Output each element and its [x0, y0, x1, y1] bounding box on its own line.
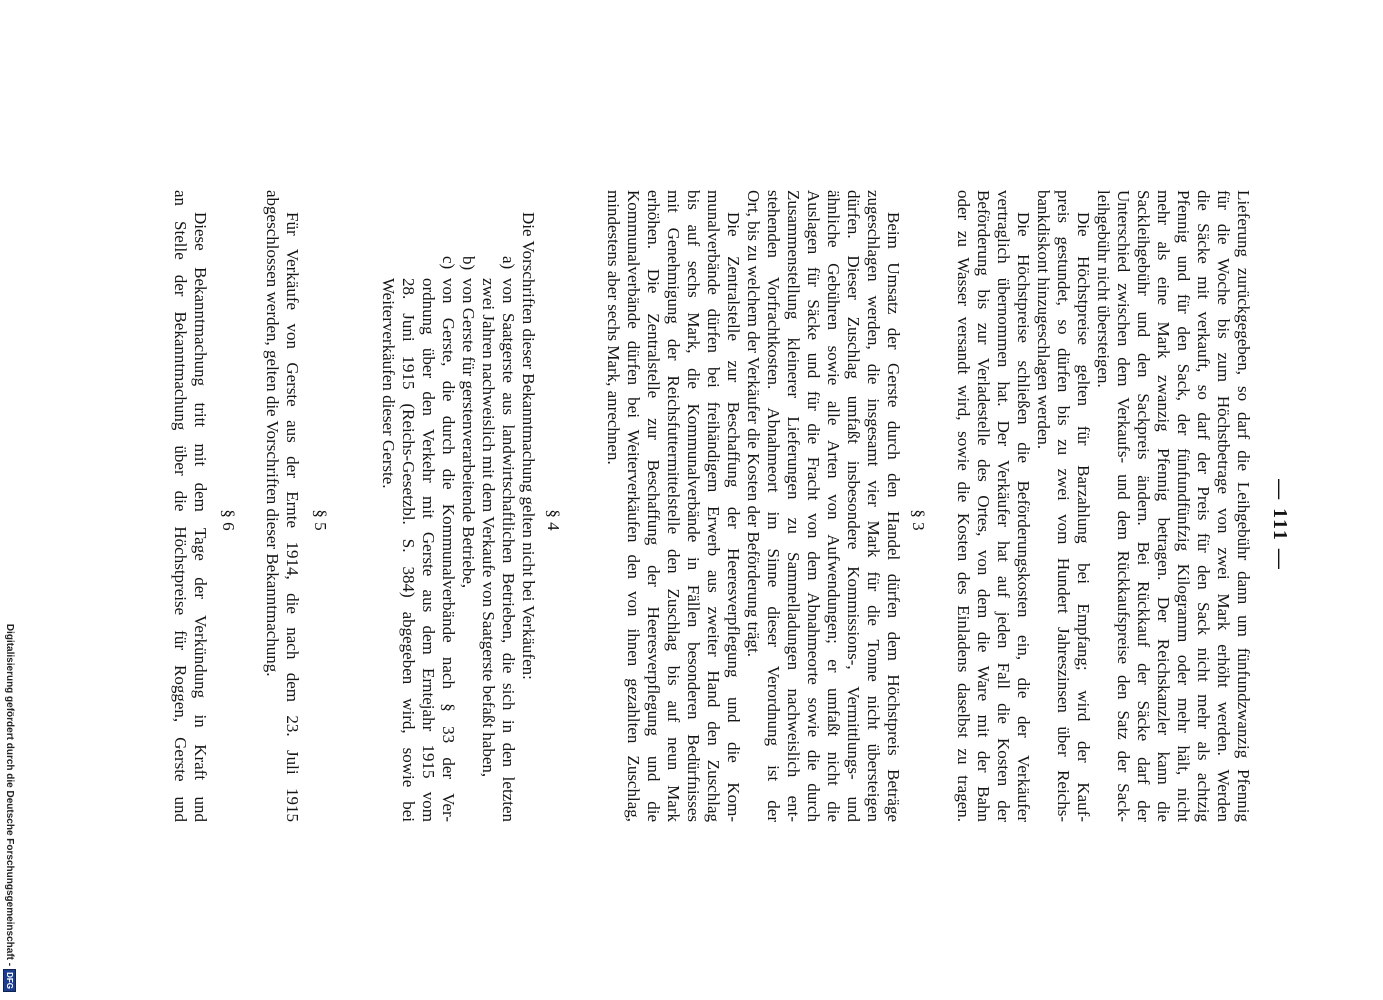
text-line: Weiterverkäufen dieser Gerste.: [379, 278, 398, 489]
list-item: [478, 190, 518, 822]
text-line: bankdiskont hinzugeschlagen werden.: [1034, 190, 1053, 450]
list-label: c): [439, 256, 458, 270]
paragraph: [743, 190, 903, 822]
paragraph: [1033, 190, 1093, 822]
text-line: 28. Juni 1915 (Reichs-Gesetzbl. S. 384) abgegeben wird, sowie bei: [399, 278, 418, 822]
text-line: Lieferung zurückgegeben, so darf die Leihgebühr dann um fünfundzwanzig Pfennig: [1234, 190, 1253, 822]
text-line: oder zu Wasser versandt wird, sowie die Kosten des Einladens daselbst zu tragen.: [954, 190, 973, 822]
paragraph: [262, 190, 302, 822]
text-line: stehenden Vorfrachtkosten. Abnahmeort im Sinne dieser Verordnung ist der: [764, 190, 783, 822]
text-line: für die Woche bis zum Höchstbetrage von zwei Mark erhöht werden. Werden: [1214, 190, 1233, 822]
list-item: [378, 190, 458, 822]
dfg-logo: DFG: [3, 969, 16, 992]
credit-text: Digitalisierung gefördert durch die Deutsche Forschungsgemeinschaft -: [4, 623, 16, 967]
exception-list: [378, 190, 518, 822]
text-line: Ort, bis zu welchem der Verkäufer die Kosten der Beförderung trägt.: [744, 190, 763, 658]
section-heading: § 4: [544, 509, 563, 531]
text-line: mindestens aber sechs Mark, anrechnen.: [604, 190, 623, 465]
text-line: von Saatgerste aus landwirtschaftlichen Betrieben, die sich in den letzten: [499, 278, 518, 822]
text-line: bis auf sechs Mark, die Kommunalverbände in Fällen besonderen Bedürfnisses: [684, 190, 703, 822]
text-line: mehr als eine Mark zwanzig Pfennig betragen. Der Reichskanzler kann die: [1154, 190, 1173, 822]
text-line: Die Höchstpreise gelten für Barzahlung bei Empfang; wird der Kauf-: [1074, 212, 1093, 822]
section-heading: § 5: [311, 509, 330, 531]
text-line: von Gerste für gerstenverarbeitende Betriebe,: [459, 278, 478, 589]
text-line: zugeschlagen werden, die insgesamt vier Mark für die Tonne nicht übersteigen: [864, 190, 883, 822]
page-number: — 111 —: [1269, 479, 1291, 571]
text-line: munalverbände dürfen bei freihändigem Erwerb aus zweiter Hand den Zuschlag: [704, 190, 723, 822]
text-line: von Gerste, die durch die Kommunalverbände nach § 33 der Ver-: [439, 278, 458, 822]
text-line: ähnliche Gebühren sowie alle Arten von Aufwendungen; er umfaßt nicht die: [824, 190, 843, 822]
section-heading: § 3: [909, 509, 928, 531]
text-line: die Säcke mit verkauft, so darf der Preis für den Sack nicht mehr als achtzig: [1194, 190, 1213, 822]
text-line: Kommunalverbände dürfen bei Weiterverkäufen den von ihnen gezahlten Zuschlag,: [624, 190, 643, 822]
text-line: an Stelle der Bekanntmachung über die Höchstpreise für Roggen, Gerste und: [171, 190, 190, 822]
text-line: zwei Jahren nachweislich mit dem Verkaufe von Saatgerste befaßt haben,: [479, 278, 498, 778]
text-line: Beim Umsatz der Gerste durch den Handel dürfen dem Höchstpreis Beträge: [884, 212, 903, 822]
text-line: Sackleihgebühr und den Sackpreis ändern. Bei Rückkauf der Säcke darf der: [1134, 190, 1153, 822]
list-label: a): [499, 256, 518, 270]
text-line: dürfen. Dieser Zuschlag umfaßt insbesondere Kommissions-, Vermittlungs- und: [844, 190, 863, 822]
text-line: preis gestundet, so dürfen bis zu zwei vom Hundert Jahreszinsen über Reichs-: [1054, 190, 1073, 822]
text-line: Die Vorschriften dieser Bekanntmachung gelten nicht bei Verkäufen:: [519, 212, 538, 680]
text-line: Pfennig und für den Sack, der fünfundfünfzig Kilogramm oder mehr hält, nicht: [1174, 190, 1193, 822]
text-line: Die Zentralstelle zur Beschaffung der Heeresverpflegung und die Kom-: [724, 212, 743, 822]
text-line: Beförderung bis zur Verladestelle des Ortes, von dem die Ware mit der Bahn: [974, 190, 993, 822]
text-line: mit Genehmigung der Reichsfuttermittelstelle den Zuschlag bis auf neun Mark: [664, 190, 683, 822]
paragraph: [518, 190, 538, 822]
text-line: Zusammenstellung kleinerer Lieferungen zu Sammelladungen nachweislich ent-: [784, 190, 803, 822]
list-item: [458, 190, 478, 822]
text-line: abgeschlossen werden, gelten die Vorschriften dieser Bekanntmachung.: [263, 190, 282, 677]
paragraph: [1093, 190, 1253, 822]
text-line: Für Verkäufe von Gerste aus der Ernte 1914, die nach dem 23. Juli 1915: [283, 212, 302, 822]
text-line: leihgebühr nicht übersteigen.: [1094, 190, 1113, 388]
text-line: vertraglich übernommen hat. Der Verkäufer hat auf jeden Fall die Kosten der: [994, 190, 1013, 822]
paragraph: [603, 190, 743, 822]
text-line: Unterschied zwischen dem Verkaufs- und dem Rückkaufspreise den Satz der Sack-: [1114, 190, 1133, 822]
text-line: Die Höchstpreise schließen die Beförderungskosten ein, die der Verkäufer: [1014, 212, 1033, 822]
section-heading: § 6: [219, 509, 238, 531]
text-line: erhöhen. Die Zentralstelle zur Beschaffung der Heeresverpflegung und die: [644, 190, 663, 822]
paragraph: [170, 190, 210, 822]
paragraph: [953, 190, 1033, 822]
digitization-credit: [3, 624, 16, 992]
text-line: Diese Bekanntmachung tritt mit dem Tage der Verkündung in Kraft und: [191, 212, 210, 822]
text-line: Auslagen für Säcke und für die Fracht von dem Abnahmeorte sowie die durch: [804, 190, 823, 822]
list-label: b): [459, 256, 478, 271]
text-line: ordnung über den Verkehr mit Gerste aus dem Erntejahr 1915 vom: [419, 278, 438, 822]
